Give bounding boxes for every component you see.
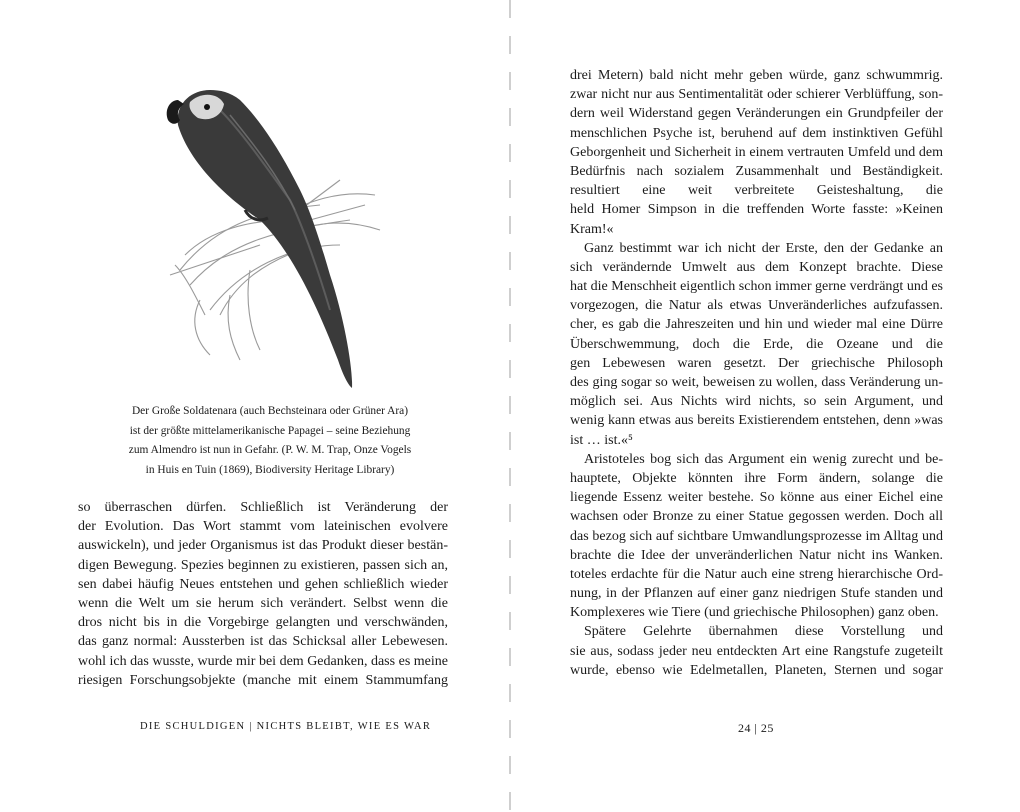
text-line: hat die Menschheit eigentlich schon immer gerne verdrängt und es (570, 279, 943, 295)
text-line: riesigen Forschungsobjekte (manche mit einem Stammumfang (78, 672, 448, 688)
right-body-text (570, 66, 943, 680)
parrot-illustration (150, 70, 390, 390)
right-page (512, 0, 1020, 812)
text-line: nung, in der Pflanzen auf einer ganz niedrigen Stufe standen und (570, 586, 943, 602)
text-line: gen Lebewesen waren gesetzt. Der griechische Philosoph (570, 355, 943, 371)
text-line: möglich sei. Aus Nichts wird nichts, so sein Argument, und (570, 394, 943, 410)
text-line: dros nicht bis in die Vorgebirge gelangten und verschwänden, (78, 615, 448, 631)
running-head: DIE SCHULDIGEN | NICHTS BLEIBT, WIE ES WAR (140, 721, 432, 732)
text-line: das bezog sich auf sichtbare Umwandlungsprozesse im Alltag und (570, 528, 943, 544)
text-line: brachte die Idee der unveränderlichen Natur nicht ins Wanken. (570, 547, 943, 563)
text-line: sich verändernde Umwelt aus dem Konzept brachte. Diese (570, 259, 943, 275)
text-line: hauptete, Objekte könnten ihre Form ändern, solange die (570, 470, 943, 486)
text-line: des ging sogar so weit, beweisen zu wollen, dass Veränderung un- (570, 375, 943, 390)
caption-line: ist der größte mittelamerikanische Papagei – seine Beziehung (129, 424, 411, 437)
text-line: wenn die Welt um sie herum sich verändert. Selbst wenn die (78, 595, 448, 611)
text-line: dern weil Widerstand gegen Veränderungen ein Grundpfeiler der (570, 106, 943, 122)
text-line: auswickeln), und jeder Organismus ist das Produkt dieser bestän- (78, 538, 448, 554)
text-line: der Evolution. Das Wort stammt vom lateinischen evolvere (78, 519, 448, 535)
gutter (509, 0, 511, 812)
text-line: toteles erdachte für die Natur auch eine streng hierarchische Ord- (570, 566, 943, 582)
text-line: zwar nicht nur aus Sentimentalität oder schierer Verblüffung, son- (570, 87, 943, 103)
text-line: ist … ist.«⁵ (570, 432, 633, 448)
text-line: Spätere Gelehrte übernahmen diese Vorstellung und (584, 624, 943, 640)
caption-line: in Huis en Tuin (1869), Biodiversity Heritage Library) (145, 463, 395, 476)
caption-line: Der Große Soldatenara (auch Bechsteinara oder Grüner Ara) (131, 405, 409, 417)
text-line: Aristoteles bog sich das Argument ein wenig zurecht und be- (584, 451, 943, 467)
text-line: cher, es gab die Jahreszeiten und hin und wieder mal eine Dürre (570, 317, 943, 333)
text-line: resultiert eine weit verbreitete Geisteshaltung, die (570, 183, 943, 199)
text-line: sie aus, sodass jeder neu entdeckten Art eine Rangstufe zugeteilt (570, 643, 943, 659)
caption-line: zum Almendro ist nun in Gefahr. (P. W. M. Trap, Onze Vogels (128, 444, 412, 457)
text-line: drei Metern) bald nicht mehr geben würde, ganz schwummrig. (570, 68, 943, 83)
text-line: Geborgenheit und Sicherheit in einem vertrauten Umfeld und dem (570, 144, 943, 160)
left-body-text (78, 498, 448, 690)
text-line: Ganz bestimmt war ich nicht der Erste, den der Gedanke an (584, 240, 943, 256)
text-line: wurde, ebenso wie Edelmetallen, Planeten, Sternen und sogar (570, 662, 943, 678)
figure-caption (110, 402, 430, 480)
text-line: wohl ich das wusste, wurde mir bei dem Gedanken, dass es meine (78, 653, 448, 669)
text-line: sen dabei häufig Neues entstehen und gehen schließlich wieder (78, 576, 448, 592)
text-line: held Homer Simpson in die treffenden Worte fasste: »Keinen (570, 202, 943, 218)
text-line: menschlichen Psyche ist, beruhend auf dem instinktiven Gefühl (570, 125, 943, 141)
text-line: Komplexeres wie Tiere (und griechische Philosophen) ganz oben. (570, 605, 939, 621)
text-line: so überraschen dürfen. Schließlich ist Veränderung der (78, 500, 448, 515)
text-line: wenig kann etwas aus bereits Existierendem entstehen, denn »was (570, 413, 943, 429)
text-line: wachsen oder Bronze zu einer Statue gegossen werden. Doch all (570, 509, 943, 525)
text-line: Kram!« (570, 221, 614, 237)
text-line: liegende Essenz weiter bestehe. So könne aus einer Eichel eine (570, 490, 943, 506)
text-line: digen Bewegung. Spezies beginnen zu existieren, passen sich an, (78, 557, 448, 573)
text-line: Überschwemmung, doch die Erde, die Ozeane und die (570, 336, 943, 352)
text-line: vorgezogen, die Natur als etwas Unveränderliches aufzufassen. (570, 298, 943, 314)
left-page (0, 0, 508, 812)
page-numbers: 24 | 25 (738, 721, 774, 735)
text-line: Bedürfnis nach sozialem Zusammenhalt und Beständigkeit. (570, 163, 943, 179)
text-line: das ganz normal: Aussterben ist das Schicksal aller Lebewesen. (78, 634, 448, 650)
